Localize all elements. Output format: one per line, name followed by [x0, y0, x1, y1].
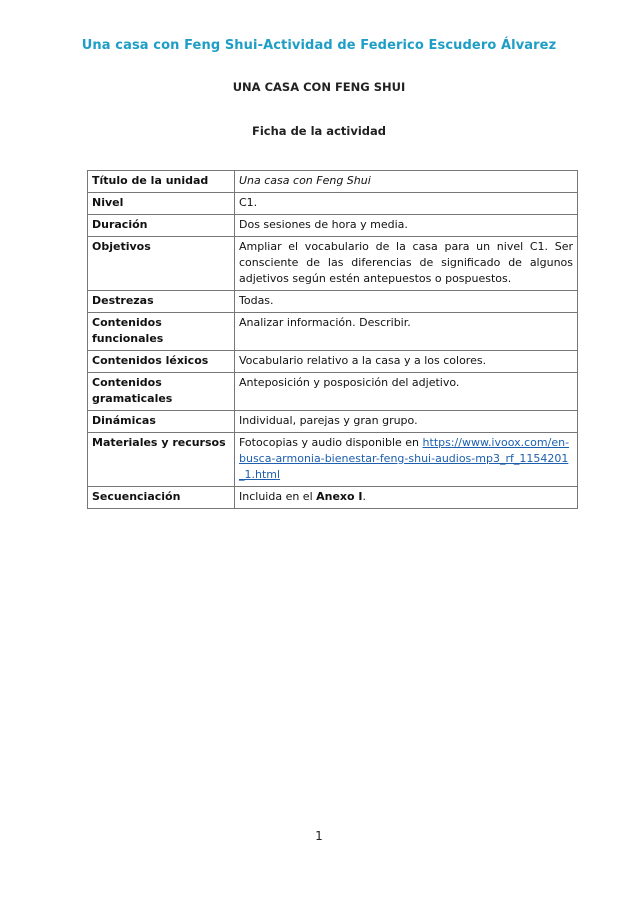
row-value-unidad: Una casa con Feng Shui [235, 171, 578, 193]
row-value-nivel: C1. [235, 193, 578, 215]
table-row [88, 171, 578, 193]
row-label-funcionales: Contenidos funcionales [88, 313, 235, 351]
row-label-objetivos: Objetivos [88, 237, 235, 291]
materiales-text: Fotocopias y audio disponible en [239, 436, 423, 449]
table-row [88, 373, 578, 411]
row-value-dinamicas: Individual, parejas y gran grupo. [235, 411, 578, 433]
table-row [88, 313, 578, 351]
page-number: 1 [315, 829, 323, 843]
row-label-secuenciacion: Secuenciación [88, 487, 235, 509]
row-value-duracion: Dos sesiones de hora y media. [235, 215, 578, 237]
row-value-destrezas: Todas. [235, 291, 578, 313]
row-value-gramaticales: Anteposición y posposición del adjetivo. [235, 373, 578, 411]
table-row [88, 433, 578, 487]
row-label-destrezas: Destrezas [88, 291, 235, 313]
row-label-materiales: Materiales y recursos [88, 433, 235, 487]
table-row [88, 351, 578, 373]
table-row [88, 193, 578, 215]
row-label-unidad: Título de la unidad [88, 171, 235, 193]
secuenciacion-suffix: . [362, 490, 367, 503]
row-label-lexicos: Contenidos léxicos [88, 351, 235, 373]
secuenciacion-text: Incluida en el [239, 490, 317, 503]
row-label-dinamicas: Dinámicas [88, 411, 235, 433]
document-title: UNA CASA CON FENG SHUI [232, 80, 406, 94]
row-value-materiales [235, 433, 578, 487]
running-header: Una casa con Feng Shui-Actividad de Federico Escudero Álvarez [81, 38, 557, 53]
row-label-nivel: Nivel [88, 193, 235, 215]
table-row [88, 291, 578, 313]
table-row [88, 237, 578, 291]
row-value-funcionales: Analizar información. Describir. [235, 313, 578, 351]
row-value-lexicos: Vocabulario relativo a la casa y a los colores. [235, 351, 578, 373]
table-row [88, 487, 578, 509]
row-label-duracion: Duración [88, 215, 235, 237]
audio-link[interactable]: https://www.ivoox.com/en-busca-armonia-bienestar-feng-shui-audios-mp3_rf_1154201_1.html [239, 436, 570, 481]
anexo-reference: Anexo I [316, 490, 363, 503]
row-value-secuenciacion [235, 487, 578, 509]
row-value-objetivos: Ampliar el vocabulario de la casa para un nivel C1. Ser consciente de las diferencias de significado de algunos adjetivos según estén antepuestos o pospuestos. [235, 237, 578, 291]
table-row [88, 411, 578, 433]
row-label-gramaticales: Contenidos gramaticales [88, 373, 235, 411]
activity-sheet-table [87, 170, 578, 509]
document-subtitle: Ficha de la actividad [252, 124, 386, 138]
table-row [88, 215, 578, 237]
